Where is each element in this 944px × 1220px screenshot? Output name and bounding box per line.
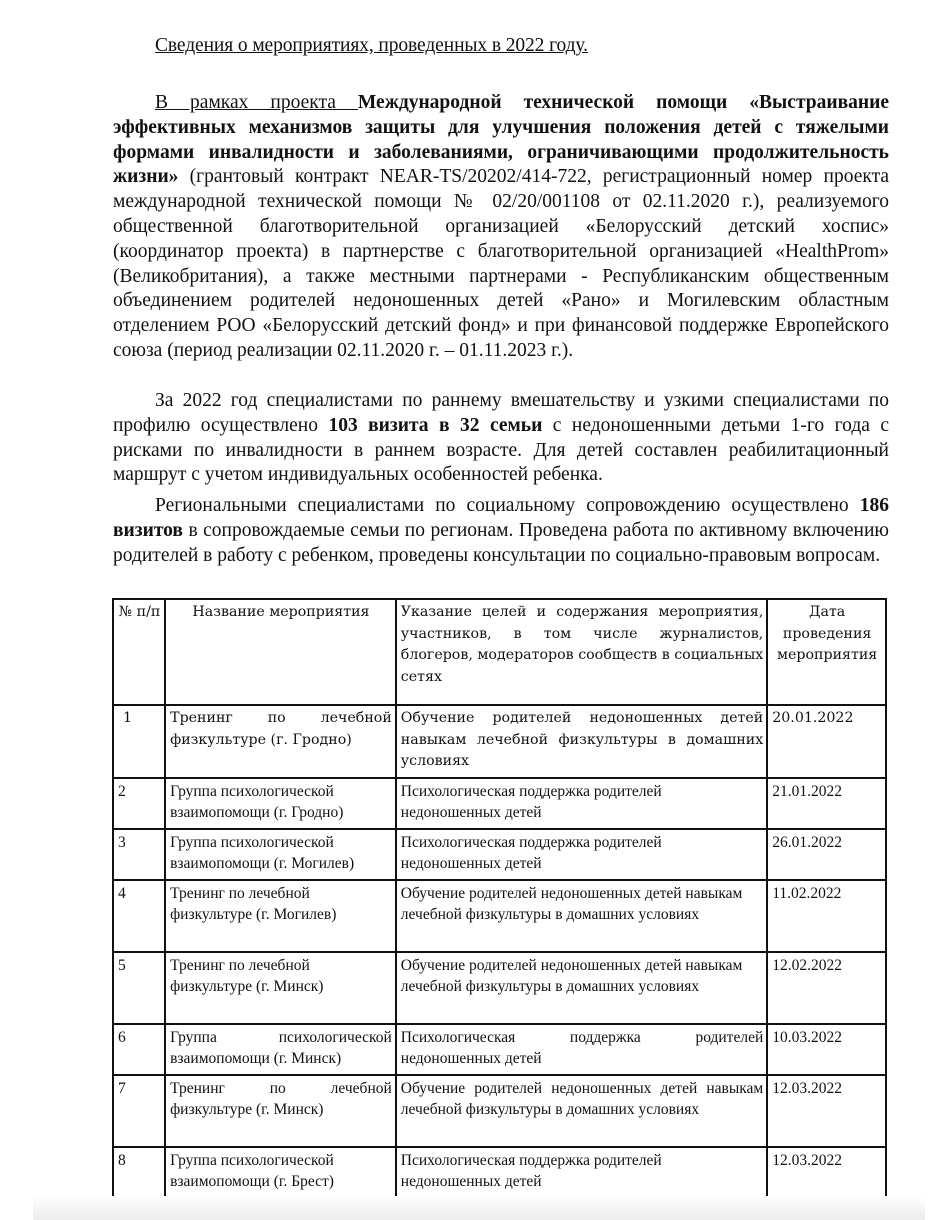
cell-number: 4 [113, 880, 165, 952]
cell-event-name: Группа психологической взаимопомощи (г. Гродно) [165, 778, 396, 829]
cell-description: Психологическая поддержка родителей недоношенных детей [396, 1147, 767, 1198]
table-header-row [113, 599, 886, 705]
cell-number: 7 [113, 1075, 165, 1147]
cell-number: 1 [113, 705, 165, 778]
cell-date: 26.01.2022 [767, 829, 886, 880]
table-row [113, 1147, 886, 1198]
cell-date: 21.01.2022 [767, 778, 886, 829]
early-intervention-paragraph [113, 389, 889, 488]
cell-event-name: Группа психологической взаимопомощи (г. Могилев) [165, 829, 396, 880]
paragraph-text: в сопровождаемые семьи по регионам. Проведена работа по активному включению родителей в работу с ребенком, проведены консультации по социально-правовым вопросам. [113, 519, 889, 566]
cell-description: Обучение родителей недоношенных детей навыкам лечебной физкультуры в домашних условиях [396, 705, 767, 778]
cell-description: Психологическая поддержка родителей недоношенных детей [396, 778, 767, 829]
cell-description: Обучение родителей недоношенных детей навыкам лечебной физкультуры в домашних условиях [396, 1075, 767, 1147]
project-paragraph [113, 91, 889, 364]
header-event-name: Название мероприятия [165, 599, 396, 705]
paragraph-text: Региональными специалистами по социальному сопровождению осуществлено [155, 495, 860, 516]
table-row [113, 829, 886, 880]
visits-count-highlight: 103 визита в 32 семьи [328, 414, 543, 436]
cell-number: 6 [113, 1024, 165, 1075]
header-description: Указание целей и содержания мероприятия, участников, в том числе журналистов, блогеров, модераторов сообществ в социальных сетях [396, 599, 767, 705]
social-support-paragraph [113, 494, 889, 568]
cell-event-name: Группа психологической взаимопомощи (г. Минск) [165, 1024, 396, 1075]
project-lead-text: В рамках проекта [155, 92, 358, 113]
table-row [113, 705, 886, 778]
cell-date: 11.02.2022 [767, 880, 886, 952]
cell-event-name: Группа психологической взаимопомощи (г. Брест) [165, 1147, 396, 1198]
cell-event-name: Тренинг по лечебной физкультуре (г. Гродно) [165, 705, 396, 778]
cell-date: 10.03.2022 [767, 1024, 886, 1075]
cell-event-name: Тренинг по лечебной физкультуре (г. Минск) [165, 952, 396, 1024]
cell-date: 12.03.2022 [767, 1075, 886, 1147]
cell-event-name: Тренинг по лечебной физкультуре (г. Могилев) [165, 880, 396, 952]
cell-date: 12.03.2022 [767, 1147, 886, 1198]
cell-event-name: Тренинг по лечебной физкультуре (г. Минск) [165, 1075, 396, 1147]
cell-description: Обучение родителей недоношенных детей навыкам лечебной физкультуры в домашних условиях [396, 880, 767, 952]
header-number: № п/п [113, 599, 165, 705]
visits-count-highlight: 186 визитов [113, 495, 889, 541]
page-bottom-shadow [33, 1196, 925, 1220]
cell-description: Обучение родителей недоношенных детей навыкам лечебной физкультуры в домашних условиях [396, 952, 767, 1024]
table-row [113, 952, 886, 1024]
project-details: (грантовый контракт NEAR-TS/20202/414-722, регистрационный номер проекта международной технической помощи № 02/20/001108 от 02.11.2020 г.), реализуемого общественной благотворительной организацией «Белорусский детский хоспис» (координатор проекта) в партнерстве с благотворительной организацией «HealthProm» (Великобритания), а также местными партнерами - Республиканским общественным объединением родителей недоношенных детей «Рано» и Могилевским областным отделением РОО «Белорусский детский фонд» и при финансовой поддержке Европейского союза (период реализации 02.11.2020 г. – 01.11.2023 г.). [113, 166, 889, 361]
project-name: Международной технической помощи «Выстраивание эффективных механизмов защиты для улучшения положения детей с тяжелыми формами инвалидности и заболеваниями, ограничивающими продолжительность жизни» [113, 92, 889, 188]
cell-date: 20.01.2022 [767, 705, 886, 778]
events-table [112, 598, 887, 1199]
table-row [113, 1075, 886, 1147]
cell-description: Психологическая поддержка родителей недоношенных детей [396, 1024, 767, 1075]
table-row [113, 880, 886, 952]
cell-number: 5 [113, 952, 165, 1024]
cell-number: 3 [113, 829, 165, 880]
table-row [113, 1024, 886, 1075]
cell-description: Психологическая поддержка родителей недоношенных детей [396, 829, 767, 880]
paragraph-text: За 2022 год специалистами по раннему вмешательству и узкими специалистами по профилю осуществлено [113, 390, 889, 436]
document-title: Сведения о мероприятиях, проведенных в 2022 году. [155, 35, 588, 56]
cell-number: 2 [113, 778, 165, 829]
paragraph-text: с недоношенными детьми 1-го года с рисками по инвалидности в раннем возрасте. Для детей составлен реабилитационный маршрут с учетом индивидуальных особенностей ребенка. [113, 414, 890, 486]
cell-date: 12.02.2022 [767, 952, 886, 1024]
table-row [113, 778, 886, 829]
header-date: Дата проведения мероприятия [767, 599, 886, 705]
cell-number: 8 [113, 1147, 165, 1198]
